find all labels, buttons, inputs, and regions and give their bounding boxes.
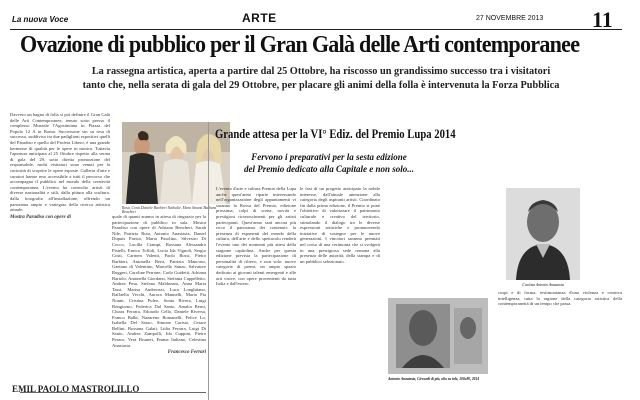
lupa-article-column-3	[498, 290, 622, 312]
artwork-photo-caption: Antonio Anastasia, Circondi di più, olio su tela, 100x80, 2014	[388, 377, 480, 381]
section-title: ARTE	[242, 11, 277, 25]
lupa-article-column-2-text: le fasi di un progetto anticipato la nobile interesse, dall'attuale attenzione alla categoria degli aspiranti artisti. Coordinato fin dalla prima edizione, il Premio si pone l'obiettivo di valorizzare il patrimonio culturale e creativo del territorio, stimolando il dialogo tra le diverse espressioni artistiche e promuovendo iniziative di sostegno per le nuove generazioni. I vincitori saranno premiati nel corso di una cerimonia che si svolgerà in una prestigiosa sede romana alla presenza delle autorità, della stampa e di un pubblico selezionato.	[300, 186, 380, 264]
main-article-column-1-text: Davvero un bagno di folla si poi definire il Gran Galà delle Arti Contemporanee, tenuto sotto presso il complesso Museale l'Agostiniana in Piazza del Popolo 12 A in Roma. Successone sin su resa di successo, suddiviso tra due padiglioni espositivi quelli del Paradiso e quello del Profeta Libero, è una grande kermesse di qualità per le opere in mostra. Tuttavia l'apertura anticipata al 25 Ottobre rispetto alla serata di gala del 29, sotto diretta promozione del responsabile, molti visitatori sono venuti per la curiosità di scoprire le opere esposte. Galleria d'arte e curatori hanno reso accessibile a tutti il percorso che accompagna il pubblico nel mondo della creatività contemporanea. L'evento ha coinvolto artisti di diverse nazionalità e stili, dalla pittura alla scultura, dalla fotografia all'installazione, offrendo un panorama ampio e variegato della ricerca artistica attuale.	[10, 112, 110, 213]
masthead	[10, 7, 622, 32]
main-headline: Ovazione di pubblico per il Gran Galà delle Arti contemporanee	[20, 32, 580, 58]
lupa-article-column-2	[300, 186, 380, 398]
main-article-column-1-signoff: Mostra Paradiso con opere di	[10, 214, 71, 220]
main-subhead-line1: La rassegna artistica, aperta a partire dal 25 Ottobre, ha riscosso un grandissimo successo tra i visitatori	[91, 66, 551, 77]
issue-date: 27 NOVEMBRE 2013	[476, 15, 544, 22]
main-article-column-1	[10, 112, 110, 380]
main-subhead-line2: tanto che, nella serata di gala del 29 Ottobre, per placare gli animi della folla è intervenuta la Forza Pubblica	[82, 79, 560, 91]
main-subhead	[16, 65, 626, 93]
artist-portrait-caption: L'artista Antonio Anastasia	[522, 283, 564, 287]
main-article-column-2	[112, 214, 206, 382]
bottom-headline: EMIL PAOLO MASTROLILLO	[12, 384, 140, 394]
lupa-article-title: Grande attesa per la VI° Ediz. del Premio Lupa 2014	[215, 126, 456, 141]
lupa-subtitle-line1: Fervono i preparativi per la sesta edizione	[251, 152, 407, 162]
page-number: 11	[592, 7, 613, 32]
newspaper-name: La nuova Voce	[12, 15, 69, 24]
artist-portrait-image	[506, 188, 580, 280]
lupa-subtitle-line2: del Premio dedicato alla Capitale e non solo...	[244, 164, 414, 175]
artist-portrait	[506, 188, 580, 280]
newspaper-page	[10, 7, 630, 398]
gala-photo-caption: Rosa, Conti Daniele Barbieri Nathalie, Mara Strazzi Barbara Bencheri	[122, 206, 217, 214]
lupa-article-subtitle	[220, 151, 438, 175]
main-article-column-2-text: quale di quanti aranno in attesa di ringrazio per la partecipazione di pubblico in sala. Mostra Paradiso con opere di Adriana Bencheri, Sarah Nile, Patrizia Rota, Antonio Anastasia, Daniel Dupuis Paesio, Maria Pasolino, Silvestro Di Cocco, Lucilla Ciampi, Rossana Alessandro Pistelli, Enrico Toffoli, Lucia Ida Vignoli, Sergio Costi, Carmen Valenti, Paolo Rossi, Pietro Barbieri, Antonella Berti, Patrizia Mancuso, Gaetano di Valentino, Marcello Sanzo, Salvatore Ruggeri, Caroline Perrone, Carlo Guidetti, Adriana Bartolo, Antonella Giordano, Stefania Cappelletto, Andrea Pesa, Stefano Maldonato, Anna Maria Tassi, Marisa Andreozzi, Luca Longhitano, Raffaella Vecchi, Aurora Mannelli, Maria Pia Nonni, Cristina Puleo, Sonia Rivera, Luigi Bongiorno, Federica Dal Santo, Amalia Berni, Chiara Ferrara, Edoardo Cella, Daniele Riversa, Franco Balbi, Nazareno Romanelli, Felice Lo, Isabella Del Sasso, Simone Carisio, Cesare Bellini, Rossana Galati, Lidia Ferrara, Luigi Di Santo, Andrea Zampolli, Ida Cuppini, Pietro Pesaro, Vera Bruneri, Emma Italiano, Celestina Anastasia.	[112, 214, 206, 348]
artwork-photo	[388, 298, 488, 374]
lupa-article-column-1	[216, 186, 296, 398]
lupa-article-column-3-text: cospi e di forma, testimonianza d'una violenza e creativa intelligenza, tutta la ragione della categoria artistica della contemporaneità di un tempo che passa.	[498, 290, 622, 307]
lupa-article-column-1-text: L'evento d'arte e cultura Premio della Lupa anche quest'anno riparte interessando nell'organizzazione degli appuntamenti vi saranno la Rossa del Premio, edizione prossima, colpi di scena, novità e prestigiosi riconoscimenti per gli artisti partecipanti. Quest'anno sarà ancora più ricco il panorama dei contenuti: la presenza di esponenti del mondo della cultura, dell'arte e dello spettacolo renderà l'evento uno dei momenti più attesi della stagione capitolina. Anche per questa edizione prevista la partecipazione di personalità di rilievo, e non solo: nuove categorie di premi, un ampio spazio dedicato ai giovani talenti emergenti e alle arti visive, con opere provenienti da tutta Italia e dall'estero.	[216, 186, 296, 287]
artwork-photo-image	[388, 298, 488, 374]
main-article-column-2-signoff: Francesco Ferrari	[167, 350, 206, 356]
